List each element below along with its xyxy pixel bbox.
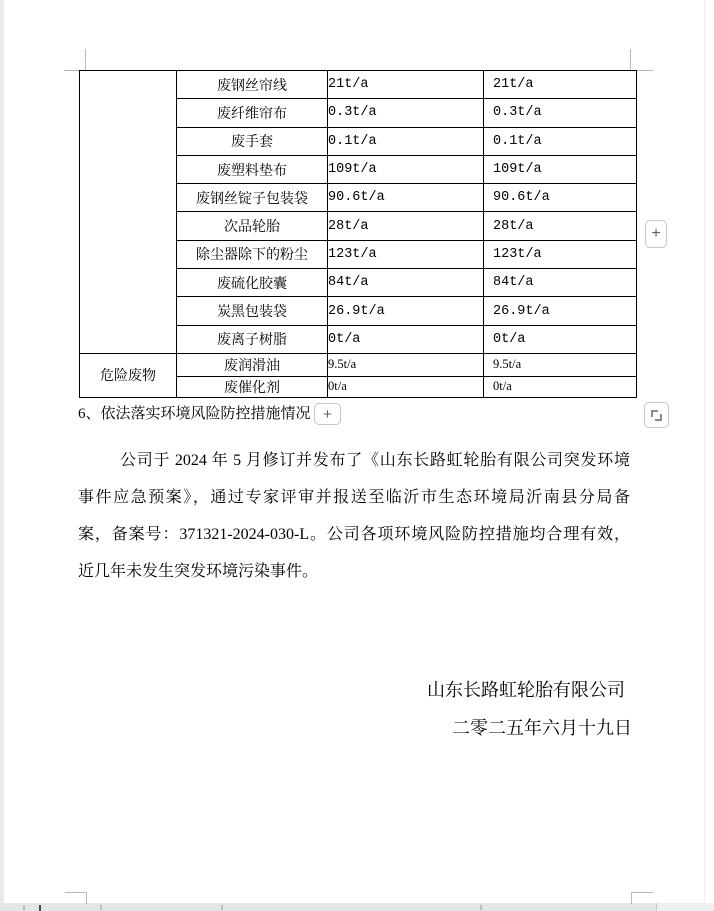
category-cell-empty <box>80 71 177 354</box>
quantity-cell: 90.6t/a <box>328 184 484 212</box>
bottom-strip-divider <box>656 903 657 911</box>
waste-item-cell: 次品轮胎 <box>177 212 328 240</box>
waste-item-cell: 废离子树脂 <box>177 325 328 353</box>
crop-mark-top-right-v <box>630 49 631 71</box>
quantity-cell: 123t/a <box>328 240 484 268</box>
plus-icon: + <box>651 225 661 242</box>
expand-icon <box>651 410 662 421</box>
quantity-cell: 0.3t/a <box>328 99 484 127</box>
waste-item-cell: 废钢丝锭子包装袋 <box>177 184 328 212</box>
waste-item-cell: 废手套 <box>177 127 328 155</box>
quantity-cell: 109t/a <box>484 155 637 183</box>
quantity-cell: 0t/a <box>328 325 484 353</box>
category-cell-hazardous-waste: 危险废物 <box>80 353 177 397</box>
quantity-cell: 123t/a <box>484 240 637 268</box>
quantity-cell: 0.3t/a <box>484 99 637 127</box>
crop-mark-top-left-v <box>85 49 86 71</box>
quantity-cell: 0.1t/a <box>484 127 637 155</box>
section-heading: 6、依法落实环境风险防控措施情况 <box>78 406 311 422</box>
crop-mark-bottom-right-h <box>631 892 653 893</box>
quantity-cell: 28t/a <box>484 212 637 240</box>
quantity-cell: 21t/a <box>328 71 484 99</box>
paragraph-line: 近几年未发生突发环境污染事件。 <box>78 563 319 580</box>
bottom-chrome-strip <box>0 903 714 911</box>
right-edge-line <box>704 0 705 911</box>
expand-button[interactable] <box>644 402 669 428</box>
quantity-cell: 9.5t/a <box>328 353 484 376</box>
quantity-cell: 90.6t/a <box>484 184 637 212</box>
insert-content-button[interactable] <box>314 403 341 425</box>
waste-item-cell: 废催化剂 <box>177 376 328 397</box>
quantity-cell: 9.5t/a <box>484 353 637 376</box>
quantity-cell: 0t/a <box>484 325 637 353</box>
waste-item-cell: 废纤维帘布 <box>177 99 328 127</box>
paragraph-line: 案，备案号：371321-2024-030-L。公司各项环境风险防控措施均合理有效， <box>78 526 630 543</box>
bottom-tick-dark <box>39 905 41 911</box>
waste-table <box>79 70 637 398</box>
left-chrome-strip <box>0 0 4 911</box>
quantity-cell: 0.1t/a <box>328 127 484 155</box>
quantity-cell: 21t/a <box>484 71 637 99</box>
quantity-cell: 26.9t/a <box>484 297 637 325</box>
signature-company: 山东长路虹轮胎有限公司 <box>427 680 625 700</box>
quantity-cell: 26.9t/a <box>328 297 484 325</box>
quantity-cell: 0t/a <box>328 376 484 397</box>
plus-icon: + <box>323 405 332 423</box>
waste-item-cell: 废塑料垫布 <box>177 155 328 183</box>
waste-item-cell: 废润滑油 <box>177 353 328 376</box>
crop-mark-bottom-right-v <box>631 892 632 904</box>
waste-item-cell: 废硫化胶囊 <box>177 269 328 297</box>
quantity-cell: 109t/a <box>328 155 484 183</box>
bottom-tick <box>480 905 482 910</box>
crop-mark-bottom-left-h <box>65 892 87 893</box>
crop-mark-bottom-left-v <box>86 892 87 904</box>
waste-item-cell: 除尘器除下的粉尘 <box>177 240 328 268</box>
body-paragraph <box>78 442 630 590</box>
quantity-cell: 84t/a <box>328 269 484 297</box>
quantity-cell: 0t/a <box>484 376 637 397</box>
add-row-button[interactable] <box>645 220 667 248</box>
quantity-cell: 84t/a <box>484 269 637 297</box>
paragraph-line: 公司于 2024 年 5 月修订并发布了《山东长路虹轮胎有限公司突发环境 <box>120 452 630 469</box>
quantity-cell: 28t/a <box>328 212 484 240</box>
waste-item-cell: 炭黑包装袋 <box>177 297 328 325</box>
signature-date: 二零二五年六月十九日 <box>452 718 632 738</box>
bottom-tick <box>221 905 223 910</box>
paragraph-line: 事件应急预案》，通过专家评审并报送至临沂市生态环境局沂南县分局备 <box>78 489 630 506</box>
bottom-tick <box>23 905 25 910</box>
waste-item-cell: 废钢丝帘线 <box>177 71 328 99</box>
bottom-strip-light-segment <box>657 903 714 911</box>
bottom-tick <box>100 905 102 910</box>
